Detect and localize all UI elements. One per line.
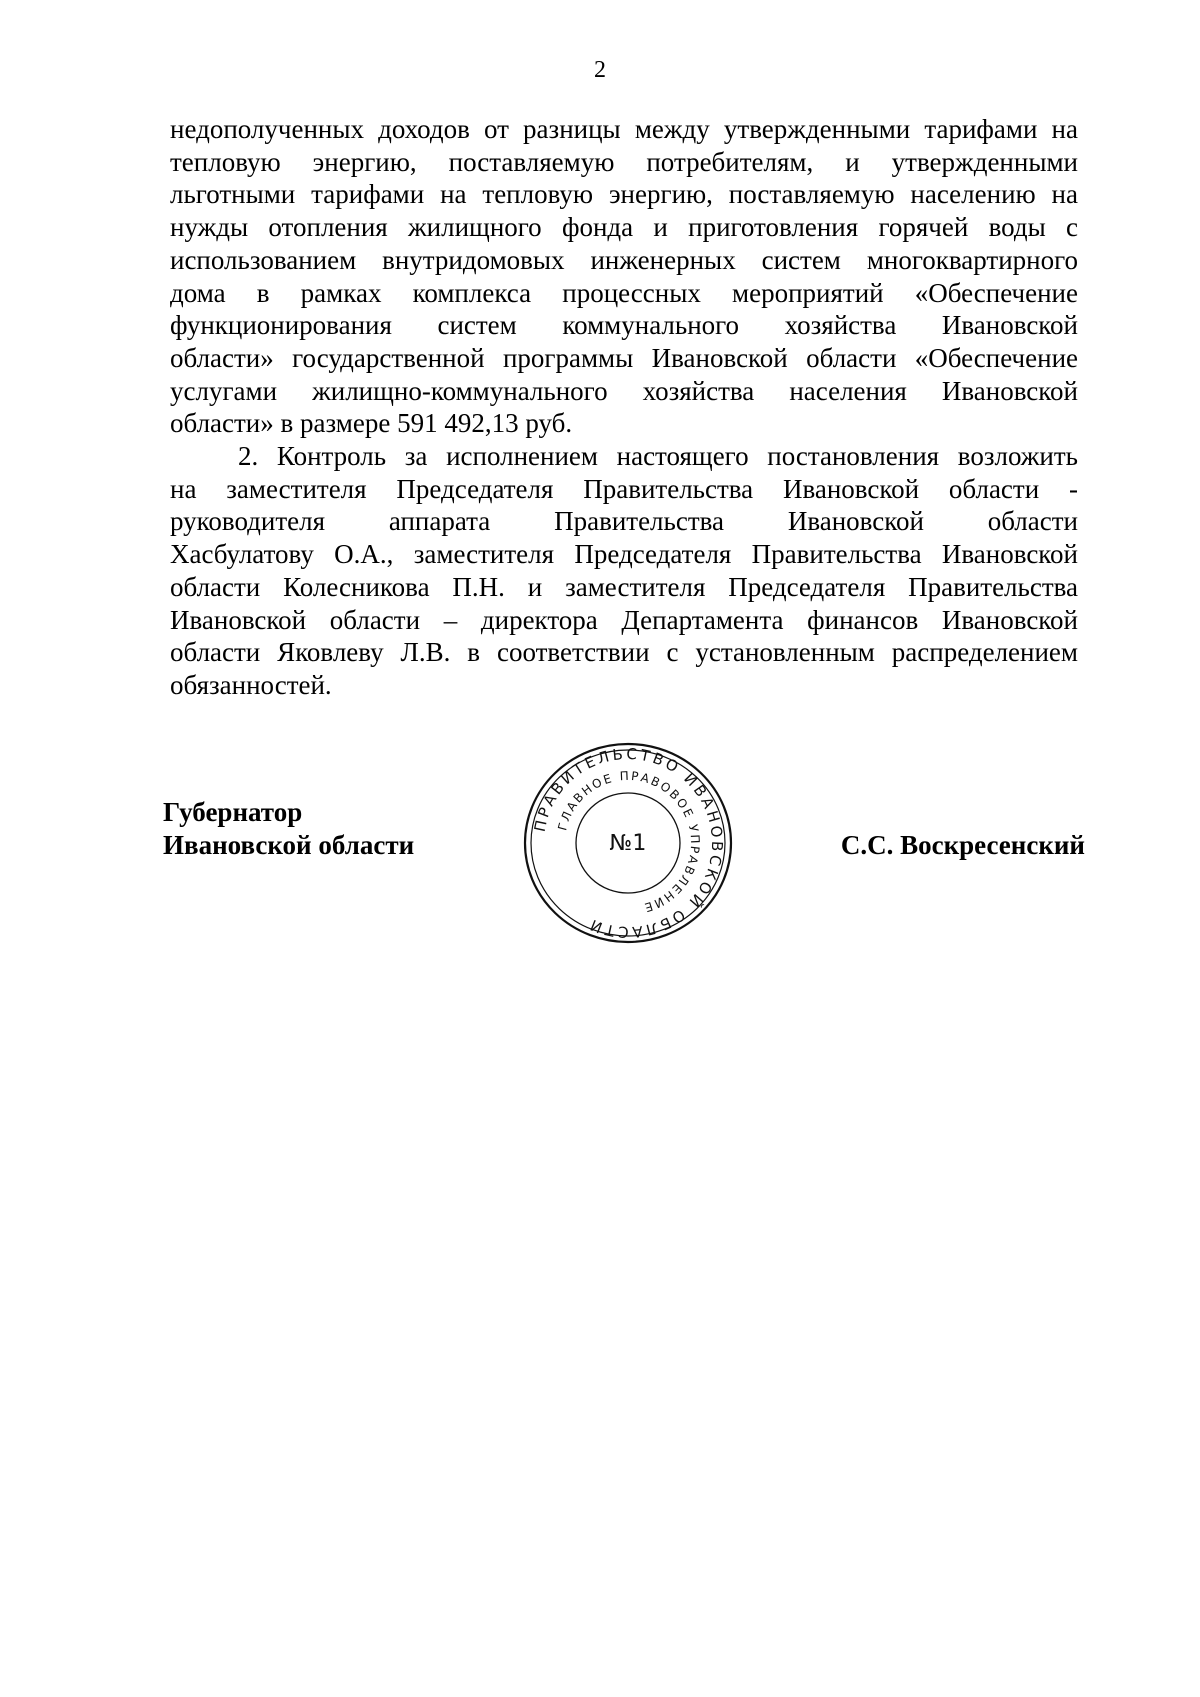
text-line: области Колесникова П.Н. и заместителя Председателя Правительства <box>170 571 1078 602</box>
text-line: на заместителя Председателя Правительства Ивановской области - <box>170 473 1078 504</box>
text-line: области» государственной программы Ивановской области «Обеспечение <box>170 342 1078 373</box>
signatory-title-line-1: Губернатор <box>163 797 303 827</box>
page-number: 2 <box>594 57 606 83</box>
stamp-inner-text: ГЛАВНОЕ ПРАВОВОЕ УПРАВЛЕНИЕ <box>555 768 703 916</box>
paragraph-1 <box>170 113 1078 440</box>
stamp-outer-text: ПРАВИТЕЛЬСТВО ИВАНОВСКОЙ ОБЛАСТИ <box>530 744 727 942</box>
text-line: Хасбулатову О.А., заместителя Председателя Правительства Ивановской <box>170 539 1078 570</box>
text-line: использованием внутридомовых инженерных систем многоквартирного <box>170 244 1078 275</box>
paragraph-2 <box>170 440 1078 702</box>
signatory-title <box>163 796 414 862</box>
text-line: недополученных доходов от разницы между утвержденными тарифами на <box>170 114 1078 144</box>
text-line: нужды отопления жилищного фонда и приготовления горячей воды с <box>170 212 1078 243</box>
text-line: 2. Контроль за исполнением настоящего постановления возложить <box>238 441 1078 472</box>
text-line: тепловую энергию, поставляемую потребителям, и утвержденными <box>170 146 1078 177</box>
document-body <box>170 113 1078 702</box>
text-line: руководителя аппарата Правительства Ивановской области <box>170 506 1078 537</box>
signatory-title-line-2: Ивановской области <box>163 830 415 860</box>
text-line: дома в рамках комплекса процессных мероприятий «Обеспечение <box>170 277 1078 308</box>
text-line: обязанностей. <box>170 669 332 700</box>
stamp-number: №1 <box>609 831 647 856</box>
text-line: области» в размере 591 492,13 руб. <box>170 408 573 439</box>
text-line: функционирования систем коммунального хозяйства Ивановской <box>170 310 1078 341</box>
text-line: услугами жилищно-коммунального хозяйства населения Ивановской <box>170 375 1078 406</box>
official-stamp-icon <box>522 740 734 946</box>
text-line: льготными тарифами на тепловую энергию, поставляемую населению на <box>170 179 1078 210</box>
text-line: области Яковлеву Л.В. в соответствии с установленным распределением <box>170 637 1078 668</box>
text-line: Ивановской области – директора Департамента финансов Ивановской <box>170 604 1078 635</box>
signatory-name: С.С. Воскресенский <box>840 830 1085 860</box>
